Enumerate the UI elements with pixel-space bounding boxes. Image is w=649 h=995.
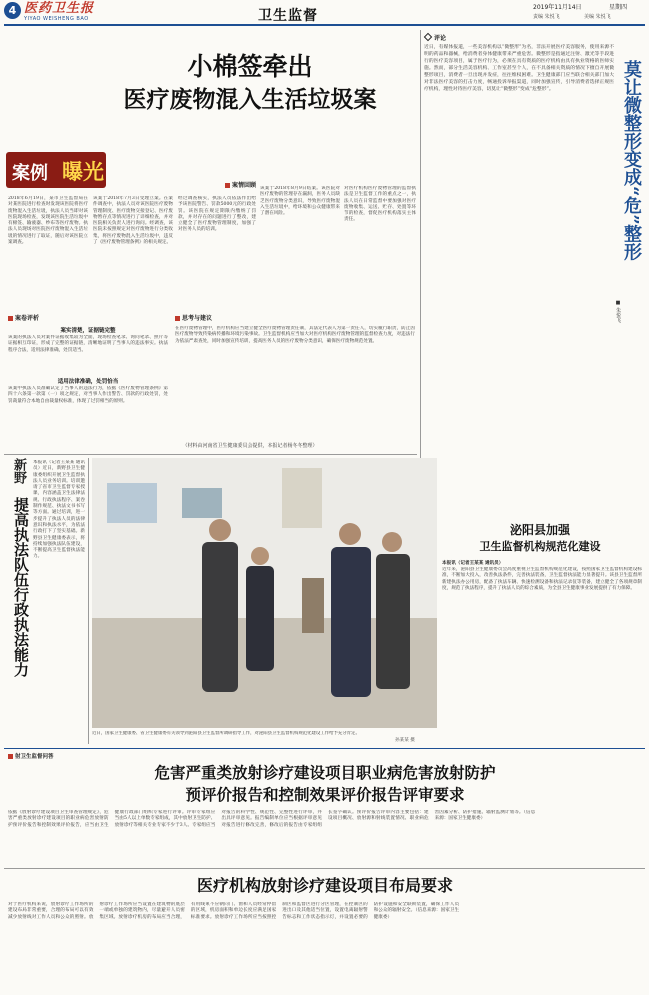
radiation-body: 依据《放射诊疗建设项目卫生审查管理规定》，危害严重类放射诊疗建设项目的职业病危害放射防护预评价报告和控制效果评价报告，应当由卫生健康行政部门组织专家进行评审。评审专家组应当由5人以上单数专家组成，其中放射卫生防护、放射诊疗等相关专业专家不少于3人。专家组应当对报告的科学性、规范性、完整性进行评审，并出具评审意见。报告编制单位应当根据评审意见对报告进行修改完善，修改后的报告由专家组组长签字确认。预评价报告评审内容主要包括：建设项目概况、放射源和射线装置情况、职业病危害因素分析、防护措施、辐射监测计划等。（信息来源：国家卫生健康委） [8,810,536,828]
subhead-thoughts: 思考与建议 [175,313,212,322]
pen-icon [424,33,432,41]
subhead-case-review: 案情回顾 [225,180,256,189]
xinye-body: 本报讯（记者王某某 通讯员）近日，新野县卫生健康委组织开展卫生监督执法人员业务培训。培训邀请了省市卫生监督专家授课，内容涵盖卫生法律法规、行政执法程序、案卷制作规范、执法文书书写等方面。通过培训，进一步提升了执法人员的法律意识和执法水平，为依法行政打下了坚实基础。新野县卫生健康委表示，将持续加强执法队伍建设，不断提高卫生监督执法能力。 [33,460,85,560]
subhead-case-analysis: 案卷评析 [8,313,39,322]
commentary-author: ■ 朱悦飞 [615,300,621,323]
biyang-body: 近年来，泌阳县卫生健康委员会高度重视卫生监督机构规范化建设，按照国家卫生监督机构建设标准，不断加大投入，改善执法条件，完善执法装备，卫生监督执法能力显著提升。该县卫生监督所新建执法办公用房，配备了执法车辆、快速检测设备和执法记录仪等装备，建立健全了各项规章制度，规范了执法程序，提升了执法人员的综合素质，为全县卫生健康事业发展提供了有力保障。 [442,567,642,591]
layout-body: 对于医疗机构来说，放射诊疗工作场所的建设布局非常重要，合理的布局可以有效减少放射线对工作人员和公众的照射。放射诊疗工作场所应当设置在建筑物的底层一端或单独的建筑物内，尽量避开人员密集区域。放射诊疗机房的布局应当合理，有用线束不应朝向门、窗和人员经常停留的区域，机房面积和单边长度应满足国家标准要求。放射诊疗工作场所应当按照控制区和监督区进行分区管理，在控制区的进出口及其他适当位置，设置电离辐射警告标志和工作状态指示灯，并设置必要的防护设施和安全联锁装置，确保工作人员和公众的辐射安全。（信息来源：国家卫生健康委） [8,902,460,920]
radiation-label: 射卫生监督问答 [8,752,54,760]
badge-text-case: 案例 [12,163,48,184]
case-exposure-badge [6,152,106,188]
news-photo [92,458,437,728]
header-editor: 责编 朱悦飞 [533,14,560,20]
commentary-title: 莫让微整形变成“危”整形 [621,60,642,261]
xinye-divider [88,458,89,744]
photo-credit: 孙某某 摄 [395,738,415,743]
commentary-body: 近日，有媒体报道，一些美容机构以“微整形”为名，非法开展医疗美容服务，使用来源不明的药品和器械，给消费者身体健康带来严重危害。微整形是指通过注射、激光等手段进行的医疗美容项目，属于医疗行为，必须在具有资质的医疗机构由具有执业资格的医师实施。然而，部分生活美容机构、工作室甚至个人，在不具备相关资质的情况下擅自开展微整形项目，消费者一旦出现并发症，往往维权困难。卫生健康部门应当联合相关部门加大对非法医疗美容的打击力度，畅通投诉举报渠道，同时加强宣传，引导消费者选择正规医疗机构，理性对待医疗美容，切莫让“微整形”变成“危整形”。 [424,45,614,92]
xinye-label: 新野 [11,458,26,484]
middle-bottom-rule [4,748,645,749]
layout-headline: 医疗机构放射诊疗建设项目布局要求 [196,876,453,895]
main-headline-2: 医疗废物混入生活垃圾案 [123,86,377,113]
square-bullet-icon [225,183,230,188]
header-date: 2019年11月14日 [533,4,582,11]
header-weekday: 星期四 [609,4,628,11]
main-commentary-divider [420,30,421,510]
photo-caption: 近日，国家卫生健康委、省卫生健康委有关领导到泌阳县卫生监督所调研指导工作，对泌阳县卫生监督机构规范化建设工作给予充分肯定。 [92,731,360,736]
main-headline-1: 小棉签牵出 [187,52,313,81]
review-heading-1: 案实清楚，证据链完整 [60,328,116,334]
square-bullet-icon [175,316,180,321]
square-bullet-icon [8,316,13,321]
masthead-en: YIYAO WEISHENG BAO [24,16,89,22]
section-title: 卫生监督 [258,8,318,24]
main-col-1: 2018年6月19日，某市卫生监督局在对某医院进行检查时发现该医院将医疗废物混入生活垃圾，执法人员当即对该医院现场检查，发现该医院生活垃圾中有棉签、输液器、纱布等医疗废物。执法人员现场对医院医疗废物混入生活垃圾的情况进行了取证，随后对该医院立案调查。 [8,196,88,246]
main-col-4: 该案于2018年8月9日结案。该医院对医疗废物的管理存在漏洞，医务人员缺乏医疗废物分类意识，导致医疗废物混入生活垃圾中，给环境和公众健康带来了潜在风险。 [260,186,340,217]
photo-illustration [92,458,437,728]
main-story-bottom-rule [4,454,417,455]
badge-text-exposure: 曝光 [62,159,104,184]
radiation-bottom-rule [4,868,645,869]
page-number: 4 [8,4,17,17]
biyang-byline: 本报讯（记者王某某 通讯员） [442,561,504,566]
review-heading-2: 适用法律准确，处罚恰当 [57,379,119,385]
page-number-badge [4,2,21,19]
commentary-label: 评论 [425,33,446,42]
review-text-1: 该案的执法人员对案件证据收集较为全面，现场检查笔录、询问笔录、照片等证据相互印证，形成了完整的证据链，清晰地证明了当事人的违法事实。执法程序合法，适用法律准确，处罚适当。 [8,335,168,353]
header-designer: 美编 朱悦飞 [584,14,611,20]
main-col-5: 对医疗机构医疗废物管理的监督执法是卫生监督工作的重点之一，执法人员在日常监督中要加强对医疗废物收集、运送、贮存、处置等环节的检查，督促医疗机构落实主体责任。 [344,186,416,223]
radiation-headline-2: 预评价报告和控制效果评价报告评审要求 [185,785,465,804]
source-note: （材料由河南省卫生健康委员会提供，本报记者杨冬冬整理） [182,443,318,449]
biyang-headline-1: 泌阳县加强 [509,523,570,537]
xinye-title: 提高执法队伍行政执法能力 [12,497,30,677]
review-text-2: 该案中执法人员准确认定了当事人的违法行为，依据《医疗废物管理条例》第四十六条第一款第（一）项之规定，对当事人作出警告、罚款的行政处罚，处罚裁量符合本地自由裁量权标准，体现了过罚相当的原则。 [8,386,168,404]
main-col-2: 该案于2018年7月3日受理立案。在案件调查中，执法人员对该医院医疗废物管理制度、医疗废物交接登记、医疗废物暂存点等情况进行了详细检查，并对医院相关负责人进行询问。经调查，该医院未按照规定对医疗废物进行分类收集，将医疗废物混入生活垃圾中，违反了《医疗废物管理条例》的相关规定。 [93,196,173,246]
masthead-title: 医药卫生报 [24,1,95,16]
radiation-headline-1: 危害严重类放射诊疗建设项目职业病危害放射防护 [154,763,496,782]
biyang-headline-2: 卫生监督机构规范化建设 [479,540,601,553]
header-rule [4,24,645,26]
masthead [24,1,114,23]
advice-text: 在医疗废物管理中，医疗机构应当建立健全医疗废物管理责任制，其法定代表人为第一责任人，切实履行职责，防止因医疗废物导致传染病传播和环境污染事故。卫生监督机构应当加大对医疗机构医疗废物管理的监督检查力度，对违法行为依法严肃查处，同时加强宣传培训，提高医务人员的医疗废物分类意识，确保医疗废物规范处置。 [175,326,415,344]
square-bullet-icon [8,754,13,759]
main-col-3: 经过调查核实，执法人员依法作出给予该医院警告、罚款5000元的行政处罚。该医院在规定期限内缴纳了罚款，并对存在的问题进行了整改，建立健全了医疗废物管理制度，加强了对医务人员的培训。 [178,196,256,233]
